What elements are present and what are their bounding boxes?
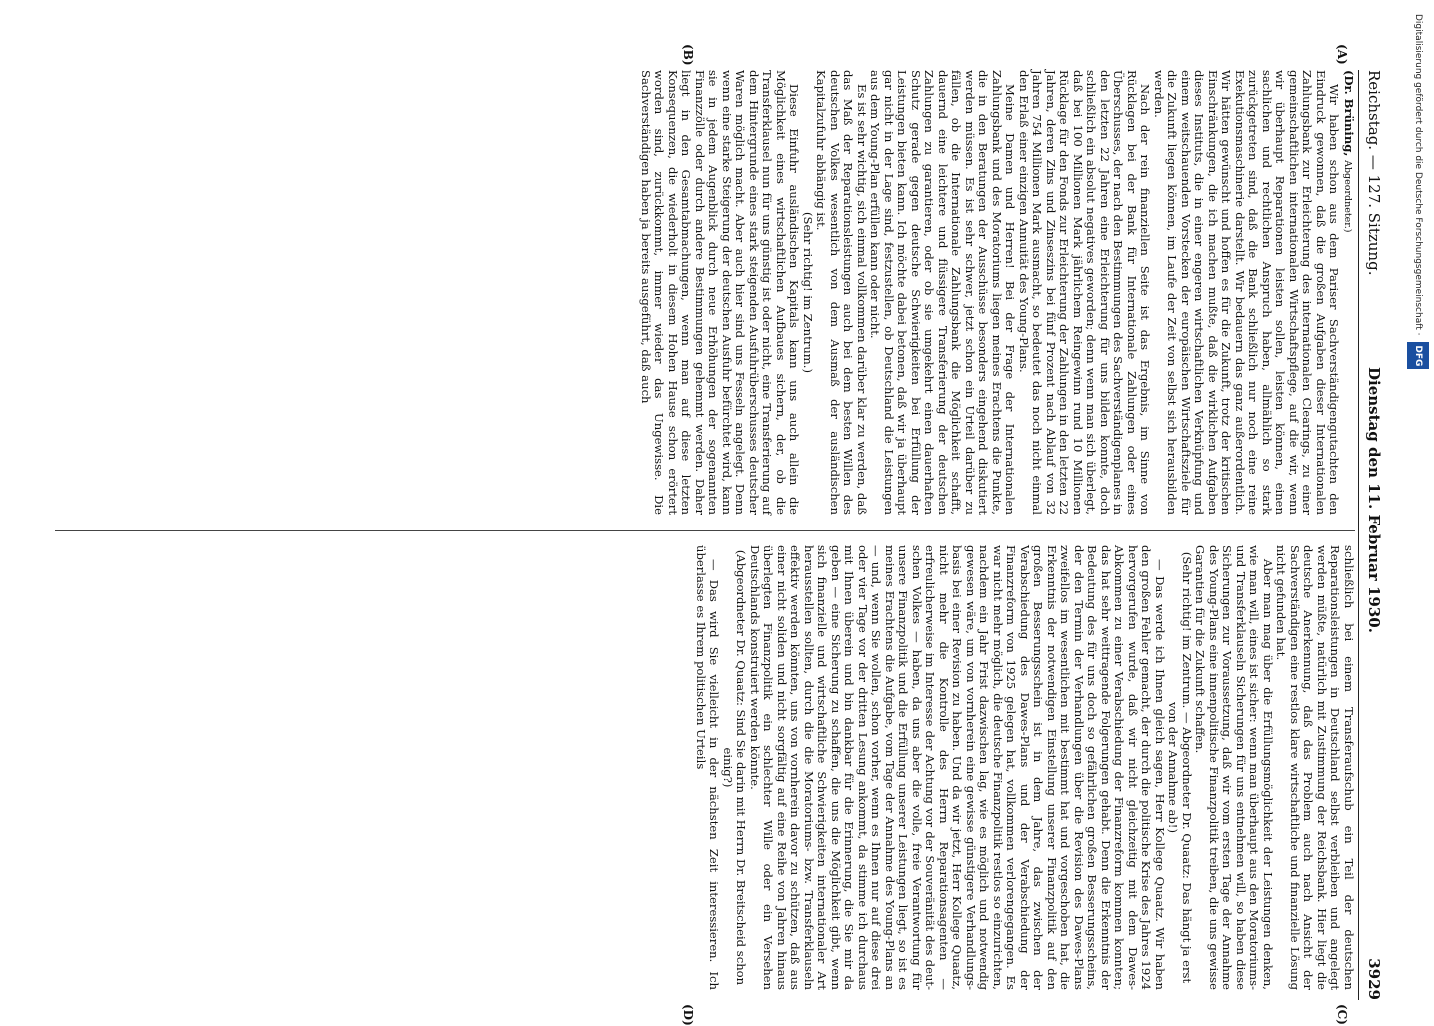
margin-mark-a: (A) (1335, 44, 1349, 65)
page-header (1361, 70, 1387, 1000)
rotated-newspaper-page (25, 44, 1395, 1026)
header-date: Dienstag den 11. Februar 1930. (1365, 367, 1383, 633)
margin-mark-c: (C) (1335, 1004, 1349, 1025)
right-paragraph-1: schließlich bei einem Transferaufschub ein Teil der deutschen Reparationsleistungen in Deutschland selbst verbleiben und angelegt werden müßte, natürlich mit Zustimmung der Reichsbank. Hier liegt die deutsche Anerkennung, daß das Problem auch nach Ansicht der Sachverständigen eine restlos klare wirtschaftliche und finanzielle Lösung nicht gefunden hat. (1274, 545, 1356, 990)
left-paragraph-5: Diese Einfuhr ausländischen Kapitals kann uns auch allein die Möglichkeit eines wirtschaftlichen Aufbaues sichern, der, ob die Transferklausel nun für uns günstig ist oder nicht, eine Transferierung auf dem Hintergrunde eines stark steigenden Ausfuhrüberschusses deutscher Waren möglich macht. Aber auch hier sind uns Fesseln angelegt. Denn wenn eine starke Steigerung der deutschen Ausfuhr befürchtet wird, kann sie in jedem Augenblick durch neue Erhöhungen der sogenannten Finanzzölle oder durch andere Bestimmungen gehemmt werden. Daher liegt in den Gesamtabmachungen, wenn man auf diese letzten Konsequenzen, die wiederholt in diesem Hohen Hause schon erörtert worden sind, zurückkommt, immer wieder das Ungewisse. Die Sachverständigen haben ja bereits ausgeführt, daß auch (639, 70, 802, 515)
right-column (55, 545, 1355, 990)
left-interjection: (Sehr richtig! im Zentrum.) (801, 211, 815, 373)
speaker-name: (Dr. Brüning, (1342, 70, 1356, 157)
left-paragraph-3: Meine Damen und Herren! Bei der Frage der Internationalen Zahlungsbank und des Moratoriums liegen meines Erachtens die Punkte, die in den Beratungen der Ausschüsse besonders eingehend diskutiert werden müssen. Es ist sehr schwer, jetzt schon ein Urteil darüber zu fällen, ob die Internationale Zahlungsbank die Möglichkeit schafft, dauernd eine leichtere und flüssigere Transferierung der deutschen Zahlungen zu garantieren, oder ob sie umgekehrt einen dauerhaften Schutz gerade gegen deutsche Schwierigkeiten bei Erfüllung der Leistungen bieten kann. Ich möchte dabei betonen, daß wir ja überhaupt gar nicht in der Lage sind, festzustellen, ob Deutschland die Leistungen aus dem Young-Plan erfüllen kann oder nicht. (868, 70, 1018, 515)
column-divider (55, 530, 1355, 531)
right-interjection-1: (Sehr richtig! im Zentrum. — Abgeordneter Dr. Quaatz: Das hängt ja erst von der Annahme ab!) (1166, 551, 1194, 984)
funding-note: Digitalisierung gefördert durch die Deutsche Forschungsgemeinschaft · (1413, 14, 1423, 336)
page-number: 3929 (1365, 958, 1383, 1000)
dfg-logo: DFG (1407, 342, 1429, 369)
right-interjection-2: (Abgeordneter Dr. Quaatz: Sind Sie darin mit Herrn Dr. Breitscheid schon einig?) (721, 549, 749, 986)
margin-mark-b: (B) (681, 44, 695, 66)
left-paragraph-1: Wir haben schon aus dem Pariser Sachverständigengutachten den Eindruck gewonnen, daß die großen Aufgaben dieser Internationalen Zahlungsbank zur Erleichterung des internationalen Clearings, zu einer gemeinschaftlichen internationalen Wirtschaftspflege, auf die wir, wenn wir überhaupt Reparationen leisten sollen, leisten können, einen sachlichen und rechtlichen Anspruch haben, allmählich so stark zurückgetreten sind, daß die Bank schließlich nur noch eine reine Exekutionsmaschinerie darstellt. Wir bedauern das ganz außerordentlich. Wir hätten gewünscht und hoffen es für die Zukunft, trotz der kritischen Einschränkungen, die ich machen mußte, daß die wirklichen Aufgaben dieses Instituts, die in einer engeren wirtschaftlichen Verknüpfung und einem weitschauenden Vorstecken der europäischen Wirtschaftsziele für die Zukunft liegen können, im Laufe der Zeit von selbst sich herausbilden werden. (1152, 70, 1342, 515)
speaker-role: Abgeordneter.) (1342, 160, 1353, 233)
right-paragraph-2: Aber man mag über die Erfüllungsmöglichkeit der Leistungen denken, wie man will, eines ist sicher: wenn man überhaupt aus den Moratoriums- und Transferklauseln Sicherungen für uns entnehmen will, so haben diese Sicherungen zur Voraussetzung, daß wir vom ersten Tage der Annahme des Young-Plans eine innenpolitische Finanzpolitik treiben, die uns gewisse Garantien für die Zukunft schaffen. (1193, 545, 1275, 990)
left-paragraph-4: Es ist sehr wichtig, sich einmal vollkommen darüber klar zu werden, daß das Maß der Reparationsleistungen auch bei dem besten Willen des deutschen Volkes wesentlich von dem Ausmaß der ausländischen Kapitalzufuhr abhängig ist. (814, 70, 869, 515)
right-paragraph-4: — Das wird Sie vielleicht in der nächsten Zeit interessieren. Ich überlasse es Ihrem politischen Urteils (694, 545, 722, 990)
funding-sidebar (1407, 14, 1429, 984)
right-paragraph-3: — Das werde ich Ihnen gleich sagen, Herr Kollege Quaatz. Wir haben den großen Fehler gemacht, der durch die politische Krise des Jahres 1924 hervorgerufen wurde, daß wir nicht gleichzeitig mit dem Dawes-Abkommen zu einer Verabschiedung der Finanzreform kommen konnten; das hat sehr weittragende Folgerungen gehabt. Denn die Erkenntnis der Bedeutung des für uns doch so gefährlichen großen Besserungsscheins, der den Termin der Verhandlungen über die Revision des Dawes-Plans zweifellos im wesentlichen mit bestimmt hat und vorgeschoben hat, die Erkenntnis der notwendigen Einstellung unserer Finanzpolitik auf den großen Besserungsschein ist in dem Jahre, das zwischen der Verabschiedung des Dawes-Plans und der Verabschiedung der Finanzreform von 1925 gelegen hat, vollkommen verlorengegangen. Es war nicht mehr möglich, die deutsche Finanzpolitik restlos so einzurichten, nachdem ein Jahr Frist dazwischen lag, wie es möglich und notwendig gewesen wäre, um von vornherein eine gewisse günstigere Verhandlungsbasis bei einer Revision zu haben. Und da wir jetzt, Herr Kollege Quaatz, nicht mehr die Kontrolle des Herrn Reparationsagenten — erfreulicherweise im Interesse der Achtung vor der Souveränität des deutschen Volkes — haben, da uns aber die volle, freie Verantwortung für unsere Finanzpolitik und die Erfüllung unserer Leistungen liegt, so ist es meines Erachtens die Aufgabe, vom Tage der Annahme des Young-Plans an — und, wenn Sie wollen, schon vorher, wenn es Ihnen nur auf diese drei oder vier Tage vor der dritten Lesung ankommt, da stimme ich durchaus mit Ihnen überein und bin dankbar für die Erinnerung, die Sie mir da geben — eine Sicherung zu schaffen, die uns die Möglichkeit gibt, wenn sich finanzielle und wirtschaftliche Schwierigkeiten internationaler Art herausstellen sollten, durch die die Moratoriums- bzw. Transferklauseln effektiv werden könnten, uns von vornherein davor zu schützen, daß aus einer nicht soliden und nicht sorgfältig auf eine Reihe von Jahren hinaus überlegten Finanzpolitik ein schlechter Wille oder ein Versehen Deutschlands konstruiert werden könnte. (748, 545, 1167, 990)
header-left: Reichstag. — 127. Sitzung. (1365, 70, 1383, 276)
margin-mark-d: (D) (681, 1004, 695, 1026)
left-paragraph-2: Nach der rein finanziellen Seite ist das Ergebnis, im Sinne von Rücklagen bei der Bank für Internationale Zahlungen oder eines Überschusses, der nach den Bestimmungen des Sachverständigenplanes in den letzten 22 Jahren eine Erleichterung für uns bilden konnte, doch schließlich ein absolut negatives geworden; denn wenn man sich überlegt, daß bei 100 Millionen Mark jährlichem Reingewinn rund 10 Millionen Rücklage für den Fonds zur Erleichterung der Zahlungen in den letzten 22 Jahren, deren Zins und Zinseszins bei fünf Prozent nach Ablauf von 32 Jahren 754 Millionen Mark ausmacht, so bedeutet das noch nicht einmal den Erlaß einer einzigen Annuität des Young-Plans. (1017, 70, 1153, 515)
header-rule (1358, 70, 1359, 1000)
left-column (55, 70, 1355, 515)
